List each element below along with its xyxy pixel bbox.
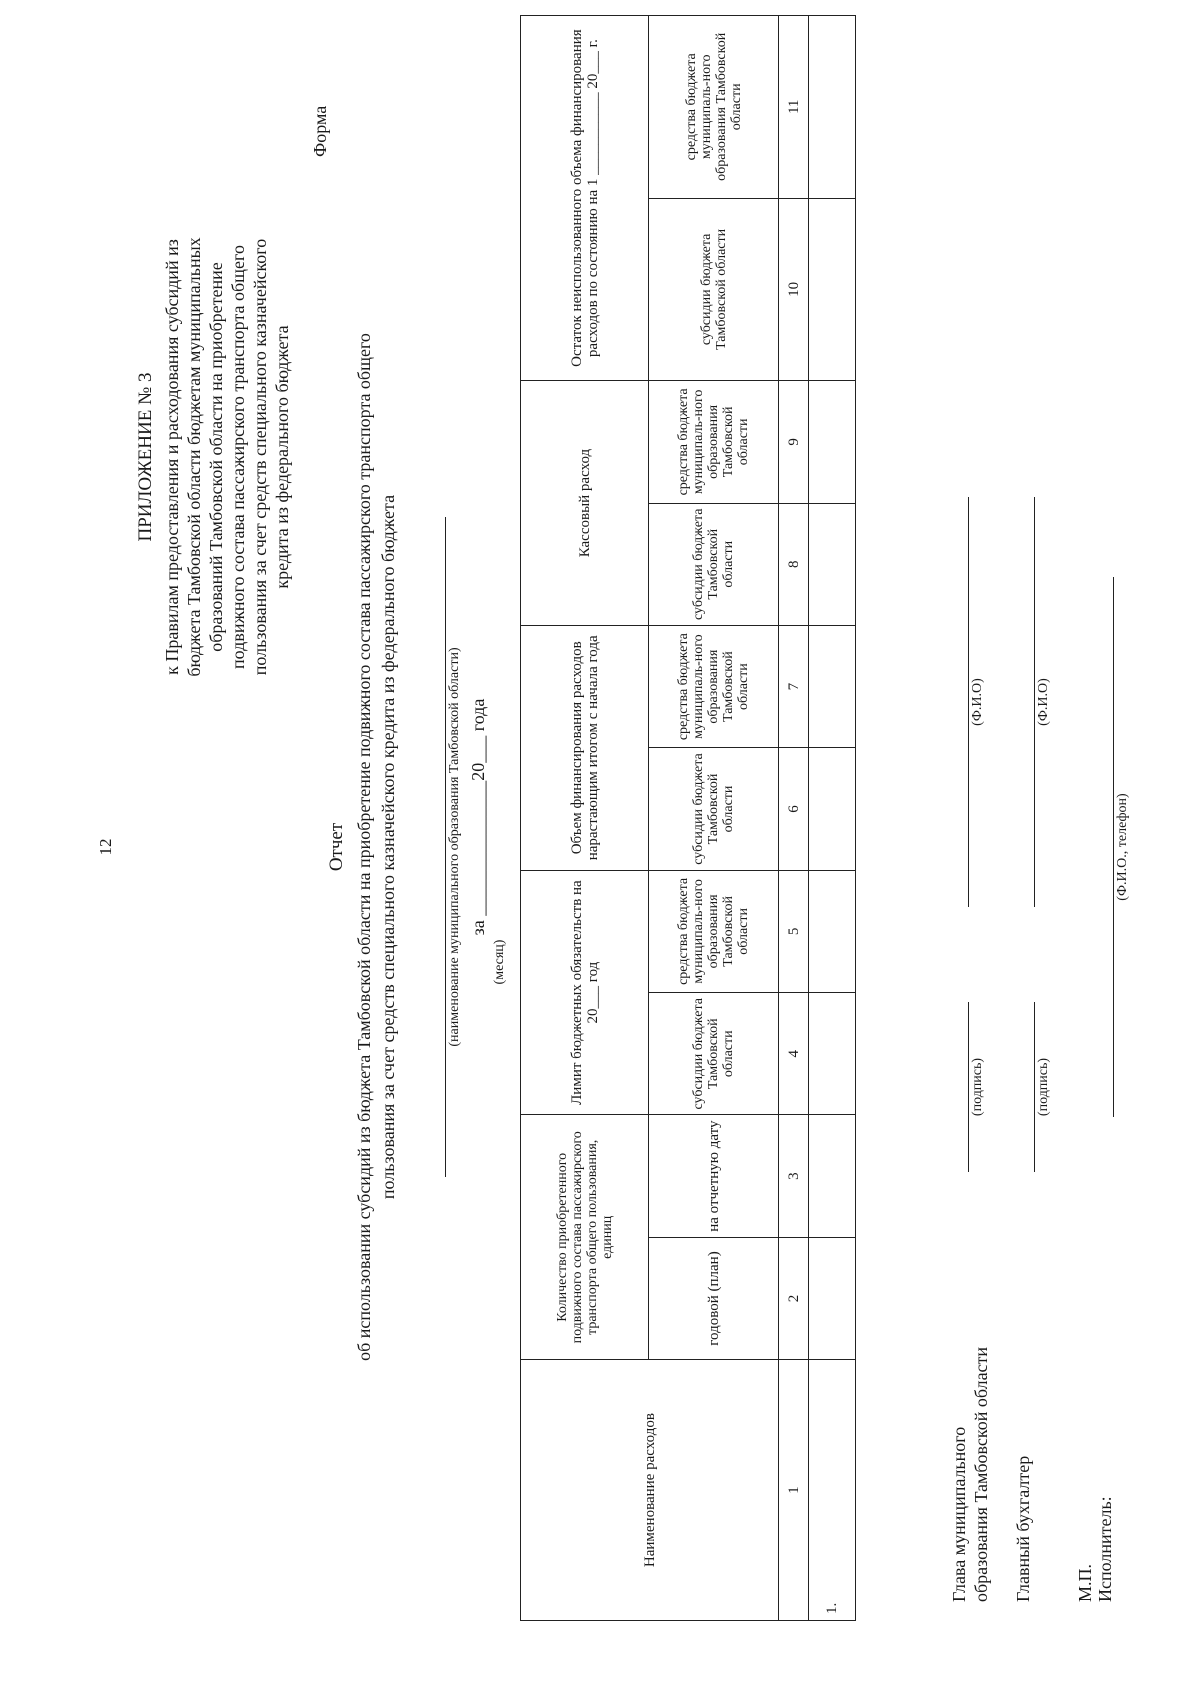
executor-caption: (Ф.И.О., телефон) — [1115, 793, 1130, 901]
table-cell[interactable] — [809, 993, 856, 1115]
annex-line: образований Тамбовской области на приобретение — [206, 262, 226, 652]
accountant-name-line[interactable] — [1034, 497, 1035, 907]
head-name-line[interactable] — [968, 497, 969, 907]
annex-description — [161, 147, 293, 767]
subheader-municipal-funds: средства бюджета муниципаль-ного образования Тамбовской области — [649, 625, 779, 747]
head-sign-caption: (подпись) — [970, 1057, 985, 1117]
table-cell[interactable] — [809, 748, 856, 870]
header-limit: Лимит бюджетных обязательств на 20___ год — [521, 870, 649, 1115]
form-label: Форма — [310, 105, 330, 157]
report-subtitle-line: об использовании субсидий из бюджета Тамбовской области на приобретение подвижного состава пассажирского транспорта общего — [354, 333, 374, 1361]
subheader-subsidies: субсидии бюджета Тамбовской области — [649, 503, 779, 625]
table-cell[interactable] — [809, 870, 856, 992]
municipality-caption: (наименование муниципального образования Тамбовской области) — [447, 647, 462, 1047]
header-quantity: Количество приобретенного подвижного состава пассажирского транспорта общего пользования, единиц — [521, 1115, 649, 1360]
subheader-subsidies: субсидии бюджета Тамбовской области — [649, 993, 779, 1115]
head-sign-line[interactable] — [968, 1002, 969, 1172]
column-number: 7 — [779, 625, 809, 747]
header-financing: Объем финансирования расходов нарастающим итогом с начала года — [521, 625, 649, 870]
subheader-subsidies: субсидии бюджета Тамбовской области — [649, 748, 779, 870]
head-name-caption: (Ф.И.О) — [970, 678, 985, 726]
table-cell[interactable] — [809, 1237, 856, 1359]
annex-line: кредита из федерального бюджета — [272, 325, 292, 589]
period-text: за _______________20___ года — [468, 698, 488, 936]
table-row — [809, 16, 856, 1621]
table-cell[interactable] — [809, 1115, 856, 1237]
annex-line: к Правилам предоставления и расходования субсидий из — [162, 239, 182, 675]
table-cell[interactable] — [809, 381, 856, 503]
annex-title: ПРИЛОЖЕНИЕ № 3 — [135, 372, 156, 542]
annex-line: пользования за счет средств специального казначейского — [250, 238, 270, 676]
column-number: 8 — [779, 503, 809, 625]
report-subtitle-line: пользования за счет средств специального казначейского кредита из федерального бюджета — [378, 494, 398, 1200]
header-cash-expense: Кассовый расход — [521, 381, 649, 626]
page-number: 12 — [96, 838, 115, 856]
subheader-municipal-funds: средства бюджета муниципаль-ного образования Тамбовской области — [649, 870, 779, 992]
report-subtitle — [352, 237, 400, 1457]
annex-line: бюджета Тамбовской области бюджетам муниципальных — [184, 237, 204, 677]
subheader-annual-plan: годовой (план) — [649, 1237, 779, 1359]
report-title: Отчет — [326, 822, 347, 872]
subheader-municipal-funds: средства бюджета муниципаль-ного образования Тамбовской области — [649, 381, 779, 503]
column-number: 2 — [779, 1237, 809, 1359]
municipality-field-line — [445, 517, 446, 1177]
month-caption: (месяц) — [492, 939, 507, 985]
head-label-line: Глава муниципального — [949, 1426, 969, 1602]
accountant-name-caption: (Ф.И.О) — [1036, 678, 1051, 726]
table-cell[interactable] — [809, 16, 856, 199]
subheader-subsidies: субсидии бюджета Тамбовской области — [649, 198, 779, 381]
table-cell[interactable] — [809, 625, 856, 747]
executor-label: Исполнитель: — [1095, 1496, 1115, 1602]
report-table — [520, 15, 856, 1621]
column-number: 5 — [779, 870, 809, 992]
annex-line: подвижного состава пассажирского транспорта общего — [228, 245, 248, 669]
stamp-placeholder: М.П. — [1075, 1563, 1095, 1602]
column-number: 10 — [779, 198, 809, 381]
table-cell[interactable] — [809, 503, 856, 625]
header-expense-name: Наименование расходов — [521, 1360, 779, 1621]
head-label-line: образования Тамбовской области — [971, 1346, 991, 1602]
subheader-reporting-date: на отчетную дату — [649, 1115, 779, 1237]
column-number: 9 — [779, 381, 809, 503]
table-cell[interactable] — [809, 198, 856, 381]
column-number: 6 — [779, 748, 809, 870]
column-number: 11 — [779, 16, 809, 199]
subheader-municipal-funds: средства бюджета муниципаль-ного образования Тамбовской области — [649, 16, 779, 199]
column-number: 3 — [779, 1115, 809, 1237]
accountant-sign-caption: (подпись) — [1036, 1057, 1051, 1117]
head-signature-label — [948, 1272, 992, 1602]
executor-line[interactable] — [1113, 577, 1114, 1117]
column-number: 4 — [779, 993, 809, 1115]
accountant-label: Главный бухгалтер — [1013, 1455, 1033, 1602]
accountant-sign-line[interactable] — [1034, 1002, 1035, 1172]
column-number: 1 — [779, 1360, 809, 1621]
header-remainder: Остаток неиспользованного объема финансирования расходов по состоянию на 1 ___________ 20___ г. — [521, 16, 649, 381]
row-label: 1. — [809, 1360, 856, 1621]
